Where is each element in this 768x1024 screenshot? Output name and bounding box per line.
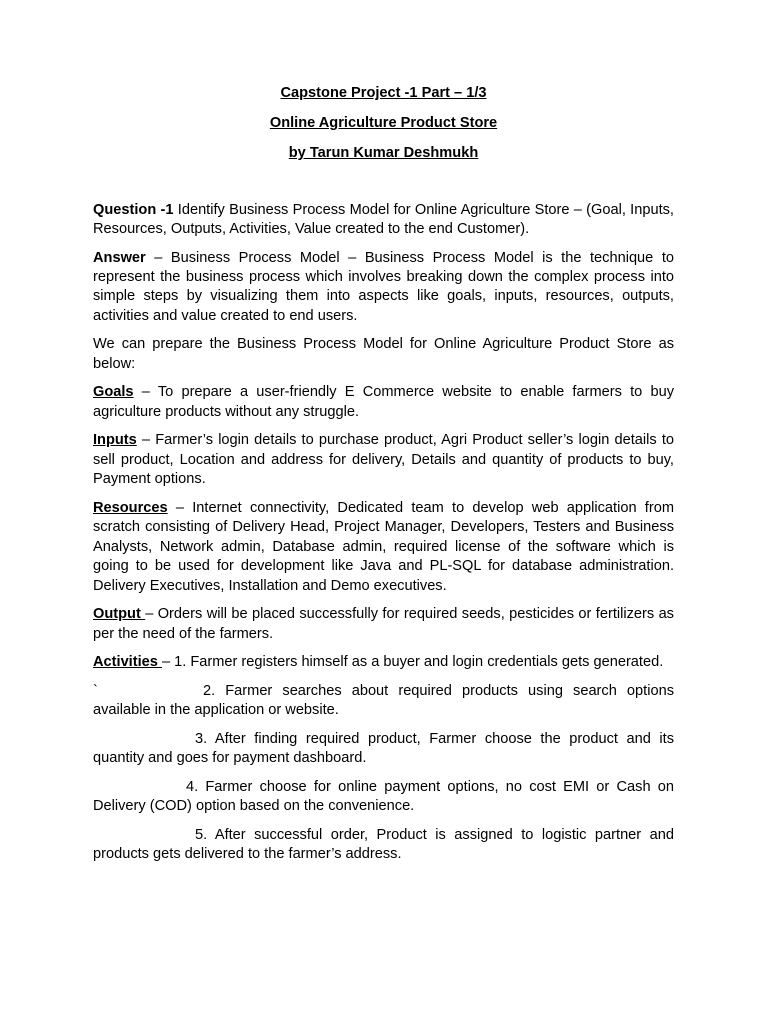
answer-label: Answer xyxy=(93,249,146,266)
activities-step2: 2. Farmer searches about required products using search options available in the application or website. xyxy=(93,682,674,719)
goals-paragraph xyxy=(93,383,674,422)
document-author: by Tarun Kumar Deshmukh xyxy=(288,144,479,161)
goals-text: – To prepare a user-friendly E Commerce website to enable farmers to buy agriculture products without any struggle. xyxy=(93,384,674,420)
resources-paragraph xyxy=(93,499,674,596)
output-text: – Orders will be placed successfully for required seeds, pesticides or fertilizers as per the need of the farmers. xyxy=(93,606,674,642)
inputs-label: Inputs xyxy=(93,432,137,449)
activities-label: Activities xyxy=(93,654,162,671)
goals-label: Goals xyxy=(93,384,134,401)
output-paragraph xyxy=(93,605,674,644)
document-title: Capstone Project -1 Part – 1/3 xyxy=(280,85,487,101)
activities-paragraph xyxy=(93,653,674,672)
inputs-paragraph xyxy=(93,431,674,489)
activities-step5-paragraph xyxy=(93,826,674,865)
question-paragraph xyxy=(93,201,674,240)
activities-step2-paragraph xyxy=(93,682,674,721)
answer-text: – Business Process Model – Business Process Model is the technique to represent the business process which involves breaking down the complex process into simple steps by visualizing them into aspects like goals, inputs, resources, outputs, activities and value created to end users. xyxy=(93,249,674,324)
resources-text: – Internet connectivity, Dedicated team to develop web application from scratch consisting of Delivery Head, Project Manager, Developers, Testers and Business Analysts, Network admin, Database admin, required license of the software which is going to be used for development like Java and PL-SQL for database administration. Delivery Executives, Installation and Demo executives. xyxy=(93,499,674,594)
step2-mark: ` xyxy=(93,682,98,699)
activities-step3-paragraph xyxy=(93,730,674,769)
document-subtitle: Online Agriculture Product Store xyxy=(269,114,498,131)
activities-step5: 5. After successful order, Product is assigned to logistic partner and products gets delivered to the farmer’s address. xyxy=(93,826,674,863)
document-page xyxy=(93,84,674,874)
inputs-text: – Farmer’s login details to purchase product, Agri Product seller’s login details to sell product, Location and address for delivery, Details and quantity of products to buy, Payment options. xyxy=(93,432,674,488)
activities-step3: 3. After finding required product, Farmer choose the product and its quantity and goes for payment dashboard. xyxy=(93,730,674,767)
question-text: Identify Business Process Model for Online Agriculture Store – (Goal, Inputs, Resources, Outputs, Activities, Value created to the end Customer). xyxy=(93,201,674,238)
activities-step1: – 1. Farmer registers himself as a buyer and login credentials gets generated. xyxy=(161,654,664,671)
activities-step4-paragraph xyxy=(93,778,674,817)
resources-label: Resources xyxy=(93,499,168,516)
answer-paragraph xyxy=(93,249,674,327)
activities-step4: 4. Farmer choose for online payment options, no cost EMI or Cash on Delivery (COD) option based on the convenience. xyxy=(93,778,674,815)
output-label: Output xyxy=(93,606,146,623)
question-label: Question -1 xyxy=(93,201,174,218)
intro-paragraph: We can prepare the Business Process Model for Online Agriculture Product Store as below: xyxy=(93,336,674,372)
